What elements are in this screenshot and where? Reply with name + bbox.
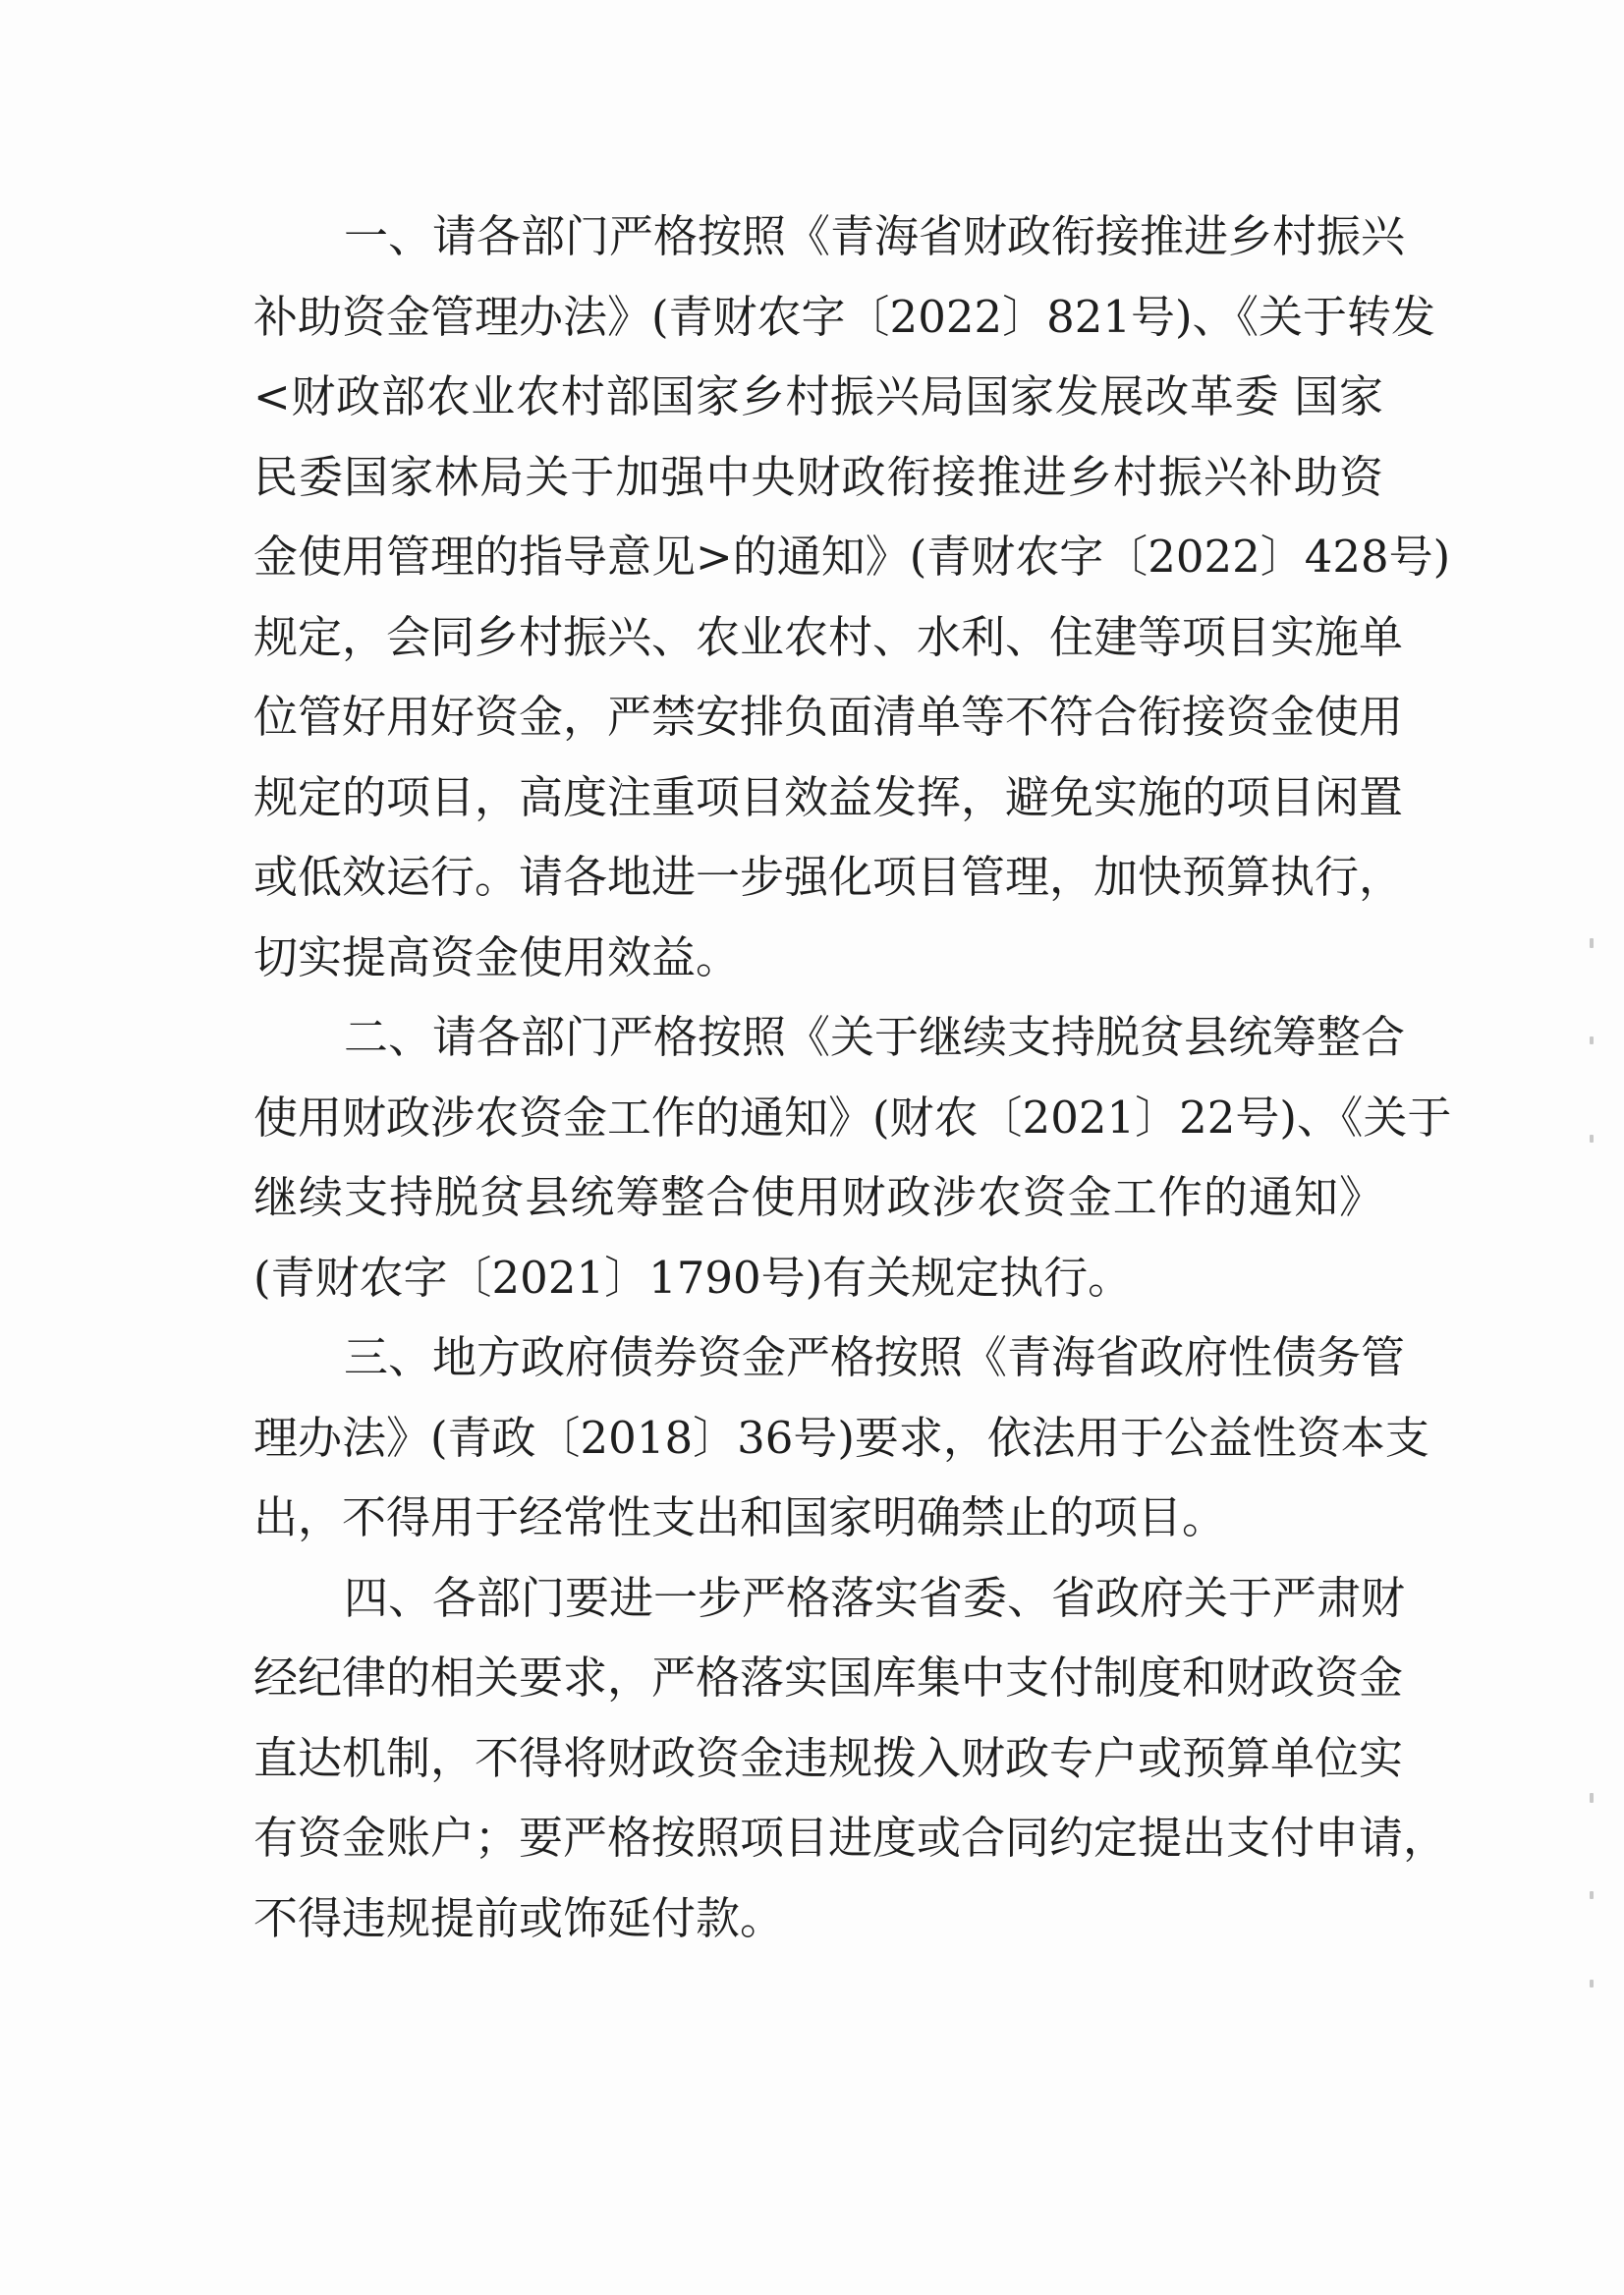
paragraph-line: 直达机制，不得将财政资金违规拨入财政专户或预算单位实	[253, 1731, 1404, 1784]
paragraph-line: 补助资金管理办法》(青财农字〔2022〕821号)、《关于转发	[253, 290, 1436, 343]
paragraph-line: (青财农字〔2021〕1790号)有关规定执行。	[253, 1251, 1133, 1304]
paragraph-line: 二、请各部门严格按照《关于继续支持脱贫县统筹整合	[344, 1011, 1406, 1063]
scan-mark	[1590, 1891, 1594, 1899]
paragraph-1	[253, 196, 1451, 997]
scan-mark	[1590, 1793, 1594, 1803]
paragraph-line: 规定的项目，高度注重项目效益发挥，避免实施的项目闲置	[253, 770, 1404, 823]
paragraph-2	[253, 997, 1452, 1317]
paragraph-3	[253, 1317, 1429, 1558]
paragraph-line: 或低效运行。请各地进一步强化项目管理，加快预算执行，	[253, 851, 1404, 903]
paragraph-line: <财政部农业农村部国家乡村振兴局国家发展改革委 国家	[253, 370, 1383, 422]
paragraph-line: 使用财政涉农资金工作的通知》(财农〔2021〕22号)、《关于	[253, 1091, 1452, 1144]
paragraph-line: 位管好用好资金，严禁安排负面清单等不符合衔接资金使用	[253, 691, 1404, 743]
paragraph-line: 有资金账户；要严格按照项目进度或合同约定提出支付申请，	[253, 1812, 1448, 1864]
paragraph-line: 理办法》(青政〔2018〕36号)要求，依法用于公益性资本支	[253, 1411, 1429, 1464]
paragraph-line: 不得违规提前或饰延付款。	[253, 1891, 785, 1944]
paragraph-line: 金使用管理的指导意见>的通知》(青财农字〔2022〕428号)	[253, 531, 1451, 583]
scan-mark	[1590, 1135, 1594, 1143]
paragraph-line: 民委国家林局关于加强中央财政衔接推进乡村振兴补助资	[253, 450, 1383, 503]
paragraph-line: 四、各部门要进一步严格落实省委、省政府关于严肃财	[344, 1571, 1406, 1624]
document-body	[253, 196, 1452, 1958]
paragraph-line: 出，不得用于经常性支出和国家明确禁止的项目。	[253, 1491, 1227, 1543]
paragraph-line: 规定，会同乡村振兴、农业农村、水利、住建等项目实施单	[253, 610, 1404, 663]
paragraph-line: 切实提高资金使用效益。	[253, 930, 741, 983]
paragraph-line: 经纪律的相关要求，严格落实国库集中支付制度和财政资金	[253, 1651, 1404, 1704]
paragraph-4	[253, 1558, 1448, 1959]
paragraph-line: 三、地方政府债券资金严格按照《青海省政府性债务管	[344, 1331, 1406, 1383]
scan-mark	[1590, 1036, 1594, 1044]
scan-mark	[1590, 938, 1594, 948]
scan-mark	[1590, 1980, 1594, 1987]
paragraph-line: 一、请各部门严格按照《青海省财政衔接推进乡村振兴	[344, 210, 1406, 262]
paragraph-line: 继续支持脱贫县统筹整合使用财政涉农资金工作的通知》	[253, 1171, 1383, 1223]
